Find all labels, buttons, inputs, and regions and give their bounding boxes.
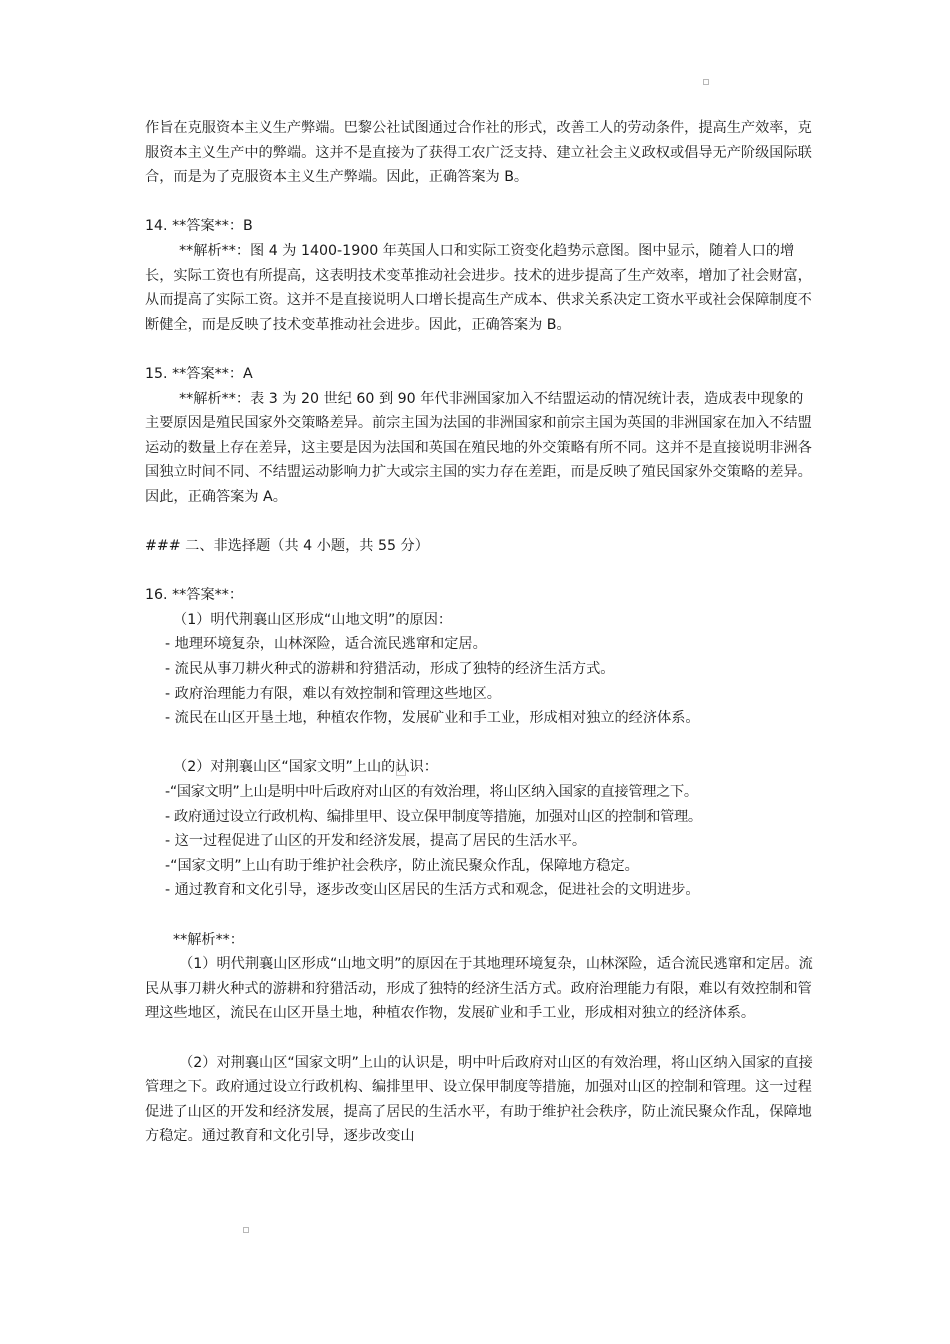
list-item: - 通过教育和文化引导，逐步改变山区居民的生活方式和观念，促进社会的文明进步。 [165,882,700,899]
list-item: - 政府治理能力有限，难以有效控制和管理这些地区。 [165,685,501,702]
section-heading: ### 二、非选择题（共 4 小题，共 55 分） [145,538,429,555]
q14-answer: 14. **答案**：B [145,218,253,235]
q16-part2-title: （2）对荆襄山区“国家文明”上山的认识： [173,759,438,776]
q16-part1-title: （1）明代荆襄山区形成“山地文明”的原因： [173,611,453,628]
list-item: - 地理环境复杂，山林深险，适合流民逃窜和定居。 [165,636,487,653]
q16-analysis-part1: （1）明代荆襄山区形成“山地文明”的原因在于其地理环境复杂，山林深险，适合流民逃窜和定居。流民从事刀耕火种式的游耕和狩猎活动，形成了独特的经济生活方式。政府治理能力有限，难以有效控制和管理这些地区，流民在山区开垦土地，种植农作物，发展矿业和手工业，形成相对独立的经济体系。 [145,956,813,1022]
list-item: -“国家文明”上山有助于维护社会秩序，防止流民聚众作乱，保障地方稳定。 [165,857,639,874]
list-item: -“国家文明”上山是明中叶后政府对山区的有效治理，将山区纳入国家的直接管理之下。 [165,784,698,801]
q16-answer: 16. **答案**： [145,587,244,604]
list-item: - 流民从事刀耕火种式的游耕和狩猎活动，形成了独特的经济生活方式。 [165,661,615,678]
list-item: - 流民在山区开垦土地，种植农作物，发展矿业和手工业，形成相对独立的经济体系。 [165,710,700,727]
list-item: - 这一过程促进了山区的开发和经济发展，提高了居民的生活水平。 [165,833,587,850]
q16-analysis-part2: （2）对荆襄山区“国家文明”上山的认识是，明中叶后政府对山区的有效治理，将山区纳入国家的直接管理之下。政府通过设立行政机构、编排里甲、设立保甲制度等措施，加强对山区的控制和管理。这一过程促进了山区的开发和经济发展，提高了居民的生活水平，有助于维护社会秩序，防止流民聚众作乱，保障地方稳定。通过教育和文化引导，逐步改变山 [145,1054,813,1145]
q14-analysis: **解析**：图 4 为 1400-1900 年英国人口和实际工资变化趋势示意图。图中显示，随着人口的增长，实际工资也有所提高，这表明技术变革推动社会进步。技术的进步提高了生产效率，增加了社会财富，从而提高了实际工资。这并不是直接说明人口增长提高生产成本、供求关系决定工资水平或社会保障制度不断健全，而是反映了技术变革推动社会进步。因此，正确答案为 B。 [145,242,812,333]
page-corner-mark [243,1227,249,1233]
q15-answer: 15. **答案**：A [145,365,253,382]
document-body [145,116,815,1149]
page-corner-mark [703,79,709,85]
q16-analysis-label: **解析**： [173,931,244,948]
q15-analysis: **解析**：表 3 为 20 世纪 60 到 90 年代非洲国家加入不结盟运动的情况统计表，造成表中现象的主要原因是殖民国家外交策略差异。前宗主国为法国的非洲国家和前宗主国为英国的非洲国家在加入不结盟运动的数量上存在差异，这主要是因为法国和英国在殖民地的外交策略有所不同。这并不是直接说明非洲各国独立时间不同、不结盟运动影响力扩大或宗主国的实力存在差距，而是反映了殖民国家外交策略的差异。因此，正确答案为 A。 [145,390,812,505]
list-item: - 政府通过设立行政机构、编排里甲、设立保甲制度等措施，加强对山区的控制和管理。 [165,808,702,825]
intro-paragraph: 作旨在克服资本主义生产弊端。巴黎公社试图通过合作社的形式，改善工人的劳动条件，提高生产效率，克服资本主义生产中的弊端。这并不是直接为了获得工农广泛支持、建立社会主义政权或倡导无产阶级国际联合，而是为了克服资本主义生产弊端。因此，正确答案为 B。 [145,120,812,186]
